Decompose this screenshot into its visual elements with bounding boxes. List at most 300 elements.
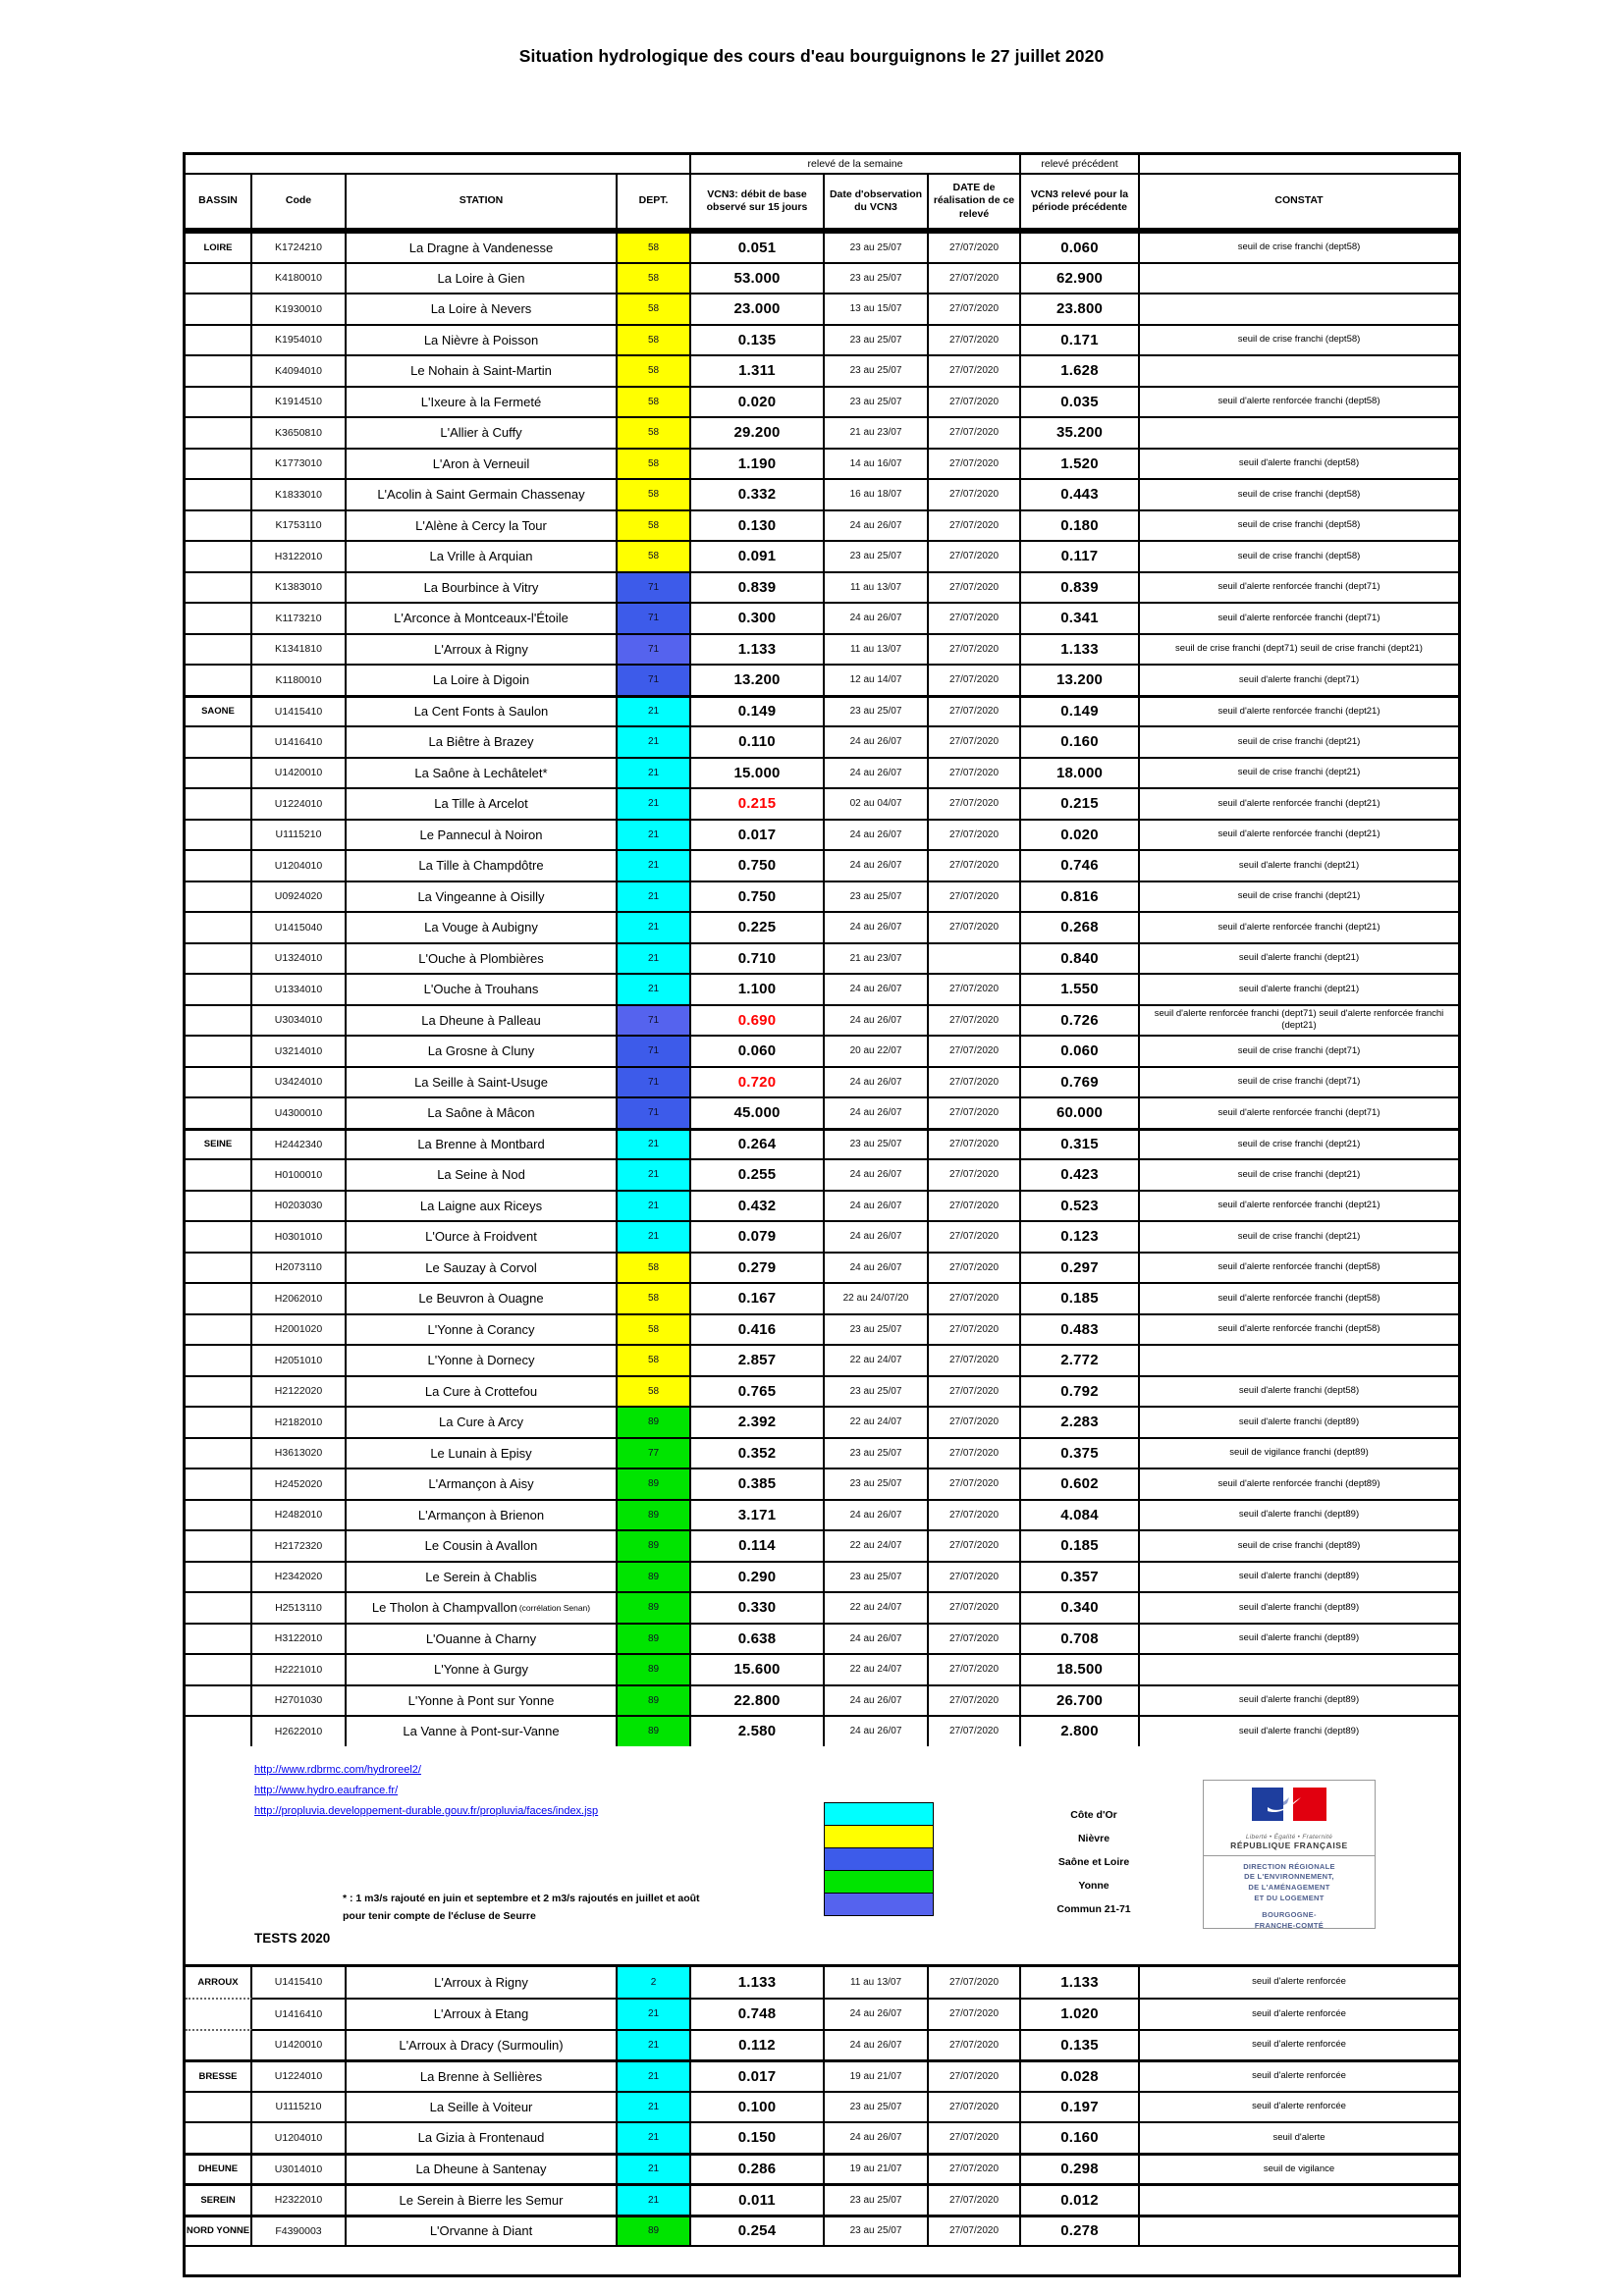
vcn3-cell: 3.171	[691, 1499, 825, 1530]
vcn3-prev-cell: 60.000	[1021, 1096, 1140, 1128]
date-obs-cell: 22 au 24/07	[825, 1591, 929, 1623]
code-cell: H3122010	[252, 540, 347, 571]
dept-cell: 89	[618, 1591, 691, 1623]
bassin-cell	[186, 293, 252, 324]
table-row	[186, 293, 1458, 324]
vcn3-cell: 0.385	[691, 1468, 825, 1499]
constat-cell	[1140, 262, 1458, 294]
vcn3-cell: 15.600	[691, 1653, 825, 1684]
propluvia-link[interactable]: http://propluvia.developpement-durable.gouv.fr/propluvia/faces/index.jsp	[254, 1804, 599, 1817]
date-obs-cell: 23 au 25/07	[825, 1375, 929, 1407]
table-row	[186, 509, 1458, 541]
constat-cell: seuil de crise franchi (dept58)	[1140, 540, 1458, 571]
vcn3-cell: 0.051	[691, 231, 825, 262]
code-cell: H2513110	[252, 1591, 347, 1623]
table-row	[186, 664, 1458, 695]
bassin-cell	[186, 1252, 252, 1283]
constat-cell: seuil de crise franchi (dept71)	[1140, 1035, 1458, 1066]
constat-cell: seuil d'alerte renforcée franchi (dept21)	[1140, 911, 1458, 942]
legend-swatch-yonne	[824, 1870, 934, 1894]
table-row	[186, 324, 1458, 355]
station-cell: L'Yonne à Dornecy	[347, 1344, 618, 1375]
logo-republique-francaise: RÉPUBLIQUE FRANÇAISE	[1230, 1840, 1348, 1850]
date-obs-cell: 24 au 26/07	[825, 1066, 929, 1097]
band-releve-precedent: relevé précédent	[1021, 155, 1140, 175]
dept-cell: 58	[618, 293, 691, 324]
date-rel-cell: 27/07/2020	[929, 602, 1021, 633]
station-cell: Le Pannecul à Noiron	[347, 819, 618, 850]
dept-cell: 89	[618, 1684, 691, 1716]
constat-cell: seuil d'alerte renforcée franchi (dept58)	[1140, 1252, 1458, 1283]
bassin-cell	[186, 2091, 252, 2122]
date-rel-cell: 27/07/2020	[929, 1468, 1021, 1499]
date-rel-cell: 27/07/2020	[929, 2059, 1021, 2091]
constat-cell: seuil de crise franchi (dept58)	[1140, 509, 1458, 541]
bassin-cell	[186, 1004, 252, 1036]
date-obs-cell: 11 au 13/07	[825, 1967, 929, 1999]
date-obs-cell: 23 au 25/07	[825, 695, 929, 726]
vcn3-cell: 0.290	[691, 1561, 825, 1592]
vcn3-prev-cell: 0.149	[1021, 695, 1140, 726]
constat-cell: seuil de crise franchi (dept21)	[1140, 881, 1458, 912]
station-cell: Le Beuvron à Ouagne	[347, 1282, 618, 1313]
logo-region-line1: BOURGOGNE-	[1262, 1910, 1317, 1919]
constat-cell: seuil de crise franchi (dept21)	[1140, 1158, 1458, 1190]
bassin-cell	[186, 1715, 252, 1746]
code-cell: K1753110	[252, 509, 347, 541]
table-row	[186, 1529, 1458, 1561]
vcn3-cell: 0.150	[691, 2121, 825, 2153]
table-row	[186, 1344, 1458, 1375]
constat-cell: seuil d'alerte franchi (dept58)	[1140, 1375, 1458, 1407]
dept-cell: 21	[618, 725, 691, 757]
vcn3-cell: 0.279	[691, 1252, 825, 1283]
dept-cell: 21	[618, 2153, 691, 2184]
table-row	[186, 1282, 1458, 1313]
dept-cell: 71	[618, 602, 691, 633]
table-row	[186, 1406, 1458, 1437]
constat-cell: seuil de vigilance	[1140, 2153, 1458, 2184]
date-rel-cell: 27/07/2020	[929, 478, 1021, 509]
bassin-cell: SAONE	[186, 695, 252, 726]
date-rel-cell: 27/07/2020	[929, 2183, 1021, 2215]
code-cell: U3034010	[252, 1004, 347, 1036]
station-cell: La Seine à Nod	[347, 1158, 618, 1190]
bassin-cell: SEINE	[186, 1128, 252, 1159]
bassin-cell	[186, 602, 252, 633]
table-row	[186, 881, 1458, 912]
date-rel-cell: 27/07/2020	[929, 1220, 1021, 1252]
dept-cell: 21	[618, 1998, 691, 2029]
bassin-cell	[186, 1066, 252, 1097]
code-cell: H2342020	[252, 1561, 347, 1592]
code-cell: H2701030	[252, 1684, 347, 1716]
station-cell: La Nièvre à Poisson	[347, 324, 618, 355]
vcn3-prev-cell: 2.800	[1021, 1715, 1140, 1746]
vcn3-prev-cell: 0.443	[1021, 478, 1140, 509]
code-cell: H2482010	[252, 1499, 347, 1530]
bassin-cell	[186, 1282, 252, 1313]
dept-cell: 58	[618, 1282, 691, 1313]
station-cell: La Biêtre à Brazey	[347, 725, 618, 757]
bassin-cell	[186, 386, 252, 417]
date-rel-cell: 27/07/2020	[929, 1004, 1021, 1036]
code-cell: U1115210	[252, 2091, 347, 2122]
legend-labels	[1015, 1803, 1172, 1921]
vcn3-cell: 1.190	[691, 448, 825, 479]
constat-cell: seuil d'alerte renforcée	[1140, 2059, 1458, 2091]
vcn3-prev-cell: 0.123	[1021, 1220, 1140, 1252]
links-block	[254, 1764, 598, 1826]
bassin-cell	[186, 262, 252, 294]
dept-cell: 89	[618, 2215, 691, 2246]
bassin-cell: SEREIN	[186, 2183, 252, 2215]
vcn3-cell: 0.750	[691, 881, 825, 912]
table-row	[186, 2153, 1458, 2184]
code-cell: U0924020	[252, 881, 347, 912]
vcn3-prev-cell: 0.215	[1021, 787, 1140, 819]
eaufrance-link[interactable]: http://www.hydro.eaufrance.fr/	[254, 1784, 399, 1796]
date-rel-cell: 27/07/2020	[929, 1375, 1021, 1407]
date-obs-cell: 24 au 26/07	[825, 725, 929, 757]
header-bassin: BASSIN	[186, 175, 252, 231]
constat-cell	[1140, 354, 1458, 386]
station-cell: La Brenne à Montbard	[347, 1128, 618, 1159]
bassin-cell	[186, 1035, 252, 1066]
table-row	[186, 416, 1458, 448]
date-obs-cell: 23 au 25/07	[825, 231, 929, 262]
dept-cell: 58	[618, 324, 691, 355]
station-cell: La Gizia à Frontenaud	[347, 2121, 618, 2153]
date-rel-cell: 27/07/2020	[929, 540, 1021, 571]
code-cell: U1115210	[252, 819, 347, 850]
dept-cell: 21	[618, 849, 691, 881]
vcn3-prev-cell: 0.012	[1021, 2183, 1140, 2215]
bassin-cell	[186, 757, 252, 788]
dept-cell: 58	[618, 1313, 691, 1345]
vcn3-cell: 13.200	[691, 664, 825, 695]
dept-cell: 89	[618, 1623, 691, 1654]
code-cell: K1180010	[252, 664, 347, 695]
table-row	[186, 478, 1458, 509]
vcn3-cell: 2.392	[691, 1406, 825, 1437]
vcn3-prev-cell: 0.185	[1021, 1282, 1140, 1313]
dept-cell: 58	[618, 540, 691, 571]
date-rel-cell: 27/07/2020	[929, 1406, 1021, 1437]
code-cell: U3214010	[252, 1035, 347, 1066]
date-rel-cell: 27/07/2020	[929, 1313, 1021, 1345]
dept-cell: 21	[618, 942, 691, 974]
legend-swatches	[824, 1803, 934, 1916]
station-cell: L'Aron à Verneuil	[347, 448, 618, 479]
vcn3-prev-cell: 0.297	[1021, 1252, 1140, 1283]
dept-cell: 21	[618, 695, 691, 726]
constat-cell	[1140, 1344, 1458, 1375]
bassin-cell	[186, 1468, 252, 1499]
vcn3-cell: 0.110	[691, 725, 825, 757]
constat-cell: seuil d'alerte renforcée franchi (dept21)	[1140, 787, 1458, 819]
vcn3-prev-cell: 1.550	[1021, 973, 1140, 1004]
date-obs-cell: 24 au 26/07	[825, 2121, 929, 2153]
header-date-obs: Date d'observation du VCN3	[825, 175, 929, 231]
code-cell: K1724210	[252, 231, 347, 262]
vcn3-prev-cell: 0.746	[1021, 849, 1140, 881]
date-rel-cell: 27/07/2020	[929, 633, 1021, 665]
constat-cell	[1140, 293, 1458, 324]
bassin-cell	[186, 664, 252, 695]
vcn3-cell: 0.254	[691, 2215, 825, 2246]
table-row	[186, 2183, 1458, 2215]
header-dept: DEPT.	[618, 175, 691, 231]
table-row	[186, 1967, 1458, 1999]
dept-cell: 89	[618, 1406, 691, 1437]
date-rel-cell: 27/07/2020	[929, 2215, 1021, 2246]
constat-cell: seuil d'alerte renforcée franchi (dept71)	[1140, 602, 1458, 633]
bassin-cell	[186, 1344, 252, 1375]
vcn3-cell: 0.416	[691, 1313, 825, 1345]
station-cell: Le Tholon à Champvallon (corrélation Senan)	[347, 1591, 618, 1623]
vcn3-prev-cell: 1.133	[1021, 633, 1140, 665]
station-cell: La Dheune à Santenay	[347, 2153, 618, 2184]
dept-cell: 21	[618, 1158, 691, 1190]
bassin-cell	[186, 2029, 252, 2060]
dept-cell: 89	[618, 1499, 691, 1530]
dept-cell: 58	[618, 386, 691, 417]
station-cell: Le Serein à Chablis	[347, 1561, 618, 1592]
date-obs-cell: 23 au 25/07	[825, 881, 929, 912]
station-cell: Le Cousin à Avallon	[347, 1529, 618, 1561]
bassin-cell	[186, 1190, 252, 1221]
constat-cell	[1140, 1653, 1458, 1684]
date-obs-cell: 23 au 25/07	[825, 2091, 929, 2122]
bassin-cell	[186, 819, 252, 850]
date-rel-cell	[929, 942, 1021, 974]
code-cell: H2062010	[252, 1282, 347, 1313]
code-cell: K1341810	[252, 633, 347, 665]
legend-label-nievre: Nièvre	[1077, 1832, 1110, 1844]
table-row	[186, 1158, 1458, 1190]
vcn3-cell: 0.130	[691, 509, 825, 541]
dept-cell: 58	[618, 231, 691, 262]
vcn3-prev-cell: 1.133	[1021, 1967, 1140, 1999]
constat-cell: seuil d'alerte franchi (dept89)	[1140, 1684, 1458, 1716]
vcn3-prev-cell: 35.200	[1021, 416, 1140, 448]
bassin-cell	[186, 354, 252, 386]
date-rel-cell: 27/07/2020	[929, 911, 1021, 942]
bassin-cell	[186, 540, 252, 571]
date-obs-cell: 11 au 13/07	[825, 633, 929, 665]
table-row	[186, 2029, 1458, 2060]
vcn3-cell: 0.720	[691, 1066, 825, 1097]
code-cell: H0100010	[252, 1158, 347, 1190]
vcn3-cell: 0.690	[691, 1004, 825, 1036]
bassin-cell	[186, 1653, 252, 1684]
table-row	[186, 571, 1458, 603]
station-cell: La Loire à Gien	[347, 262, 618, 294]
date-rel-cell: 27/07/2020	[929, 1096, 1021, 1128]
station-cell: La Tille à Champdôtre	[347, 849, 618, 881]
station-cell: L'Orvanne à Diant	[347, 2215, 618, 2246]
vcn3-cell: 0.286	[691, 2153, 825, 2184]
vcn3-prev-cell: 0.180	[1021, 509, 1140, 541]
code-cell: U1324010	[252, 942, 347, 974]
vcn3-cell: 0.149	[691, 695, 825, 726]
date-rel-cell: 27/07/2020	[929, 571, 1021, 603]
date-obs-cell: 23 au 25/07	[825, 1128, 929, 1159]
table-row	[186, 1468, 1458, 1499]
date-rel-cell: 27/07/2020	[929, 664, 1021, 695]
station-cell: La Vouge à Aubigny	[347, 911, 618, 942]
date-obs-cell: 24 au 26/07	[825, 1190, 929, 1221]
vcn3-cell: 1.133	[691, 1967, 825, 1999]
vcn3-prev-cell: 0.375	[1021, 1437, 1140, 1468]
station-cell: Le Serein à Bierre les Semur	[347, 2183, 618, 2215]
logo-dir-line3: DE L'AMÉNAGEMENT	[1248, 1883, 1330, 1893]
table-row	[186, 1313, 1458, 1345]
date-rel-cell: 27/07/2020	[929, 231, 1021, 262]
constat-cell: seuil d'alerte renforcée franchi (dept71) seuil d'alerte renforcée franchi (dept21)	[1140, 1004, 1458, 1036]
code-cell: U1224010	[252, 2059, 347, 2091]
code-cell: K1173210	[252, 602, 347, 633]
date-obs-cell: 22 au 24/07	[825, 1529, 929, 1561]
constat-cell: seuil d'alerte franchi (dept89)	[1140, 1499, 1458, 1530]
dept-cell: 58	[618, 509, 691, 541]
logo-dir-line4: ET DU LOGEMENT	[1254, 1894, 1325, 1903]
legend-swatch-commun-21-71	[824, 1893, 934, 1916]
station-cell: L'Arroux à Etang	[347, 1998, 618, 2029]
code-cell: U1204010	[252, 2121, 347, 2153]
empty-row	[186, 2245, 1458, 2274]
bassin-cell	[186, 1998, 252, 2029]
constat-cell: seuil d'alerte renforcée franchi (dept58)	[1140, 1313, 1458, 1345]
date-obs-cell: 13 au 15/07	[825, 293, 929, 324]
station-cell: La Saône à Lechâtelet*	[347, 757, 618, 788]
vcn3-prev-cell: 0.060	[1021, 1035, 1140, 1066]
station-cell: La Grosne à Cluny	[347, 1035, 618, 1066]
bassin-cell	[186, 324, 252, 355]
bassin-cell: NORD YONNE	[186, 2215, 252, 2246]
dept-cell: 58	[618, 354, 691, 386]
code-cell: H2122020	[252, 1375, 347, 1407]
station-cell: L'Ixeure à la Fermeté	[347, 386, 618, 417]
dept-cell: 58	[618, 1375, 691, 1407]
constat-cell: seuil de crise franchi (dept21)	[1140, 1128, 1458, 1159]
dept-cell: 21	[618, 911, 691, 942]
vcn3-cell: 1.100	[691, 973, 825, 1004]
bassin-cell	[186, 787, 252, 819]
bassin-cell	[186, 1591, 252, 1623]
vcn3-prev-cell: 0.268	[1021, 911, 1140, 942]
date-obs-cell: 24 au 26/07	[825, 1004, 929, 1036]
code-cell: H2221010	[252, 1653, 347, 1684]
dept-cell: 21	[618, 2059, 691, 2091]
date-obs-cell: 24 au 26/07	[825, 1998, 929, 2029]
station-cell: L'Armançon à Aisy	[347, 1468, 618, 1499]
constat-cell: seuil de crise franchi (dept58)	[1140, 478, 1458, 509]
bassin-cell	[186, 448, 252, 479]
constat-cell: seuil d'alerte franchi (dept21)	[1140, 849, 1458, 881]
station-cell: L'Ouanne à Charny	[347, 1623, 618, 1654]
french-flag-icon	[1244, 1788, 1334, 1827]
date-rel-cell: 27/07/2020	[929, 1437, 1021, 1468]
date-obs-cell: 23 au 25/07	[825, 262, 929, 294]
band-spacer-right	[1140, 155, 1458, 175]
date-obs-cell: 24 au 26/07	[825, 1220, 929, 1252]
dept-cell: 58	[618, 1252, 691, 1283]
station-cell: La Bourbince à Vitry	[347, 571, 618, 603]
table-row	[186, 1623, 1458, 1654]
date-rel-cell: 27/07/2020	[929, 787, 1021, 819]
vcn3-prev-cell: 0.726	[1021, 1004, 1140, 1036]
dept-cell: 21	[618, 2029, 691, 2060]
constat-cell: seuil d'alerte renforcée franchi (dept21)	[1140, 819, 1458, 850]
vcn3-cell: 29.200	[691, 416, 825, 448]
dept-cell: 89	[618, 1468, 691, 1499]
code-cell: K1773010	[252, 448, 347, 479]
dept-cell: 21	[618, 1128, 691, 1159]
date-obs-cell: 23 au 25/07	[825, 324, 929, 355]
vcn3-prev-cell: 0.117	[1021, 540, 1140, 571]
code-cell: H2172320	[252, 1529, 347, 1561]
constat-cell: seuil d'alerte renforcée	[1252, 1976, 1346, 1988]
vcn3-prev-cell: 0.357	[1021, 1561, 1140, 1592]
code-cell: H2051010	[252, 1344, 347, 1375]
constat-cell: seuil d'alerte renforcée franchi (dept21)	[1140, 695, 1458, 726]
table-band-row	[186, 155, 1458, 175]
code-cell: U1415040	[252, 911, 347, 942]
vcn3-cell: 0.091	[691, 540, 825, 571]
dept-cell: 21	[618, 2091, 691, 2122]
date-rel-cell: 27/07/2020	[929, 416, 1021, 448]
station-cell: Le Lunain à Episy	[347, 1437, 618, 1468]
constat-cell: seuil de crise franchi (dept21)	[1140, 725, 1458, 757]
date-obs-cell: 23 au 25/07	[825, 2215, 929, 2246]
legend-label-cote-dor: Côte d'Or	[1070, 1808, 1117, 1821]
date-obs-cell: 23 au 25/07	[825, 540, 929, 571]
vcn3-prev-cell: 0.341	[1021, 602, 1140, 633]
date-rel-cell: 27/07/2020	[929, 695, 1021, 726]
table-row	[186, 1252, 1458, 1283]
date-rel-cell: 27/07/2020	[929, 819, 1021, 850]
legend-label-commun-21-71: Commun 21-71	[1056, 1902, 1131, 1915]
station-cell: La Seille à Voiteur	[347, 2091, 618, 2122]
date-rel-cell: 27/07/2020	[929, 2121, 1021, 2153]
station-cell: L'Acolin à Saint Germain Chassenay	[347, 478, 618, 509]
date-obs-cell: 24 au 26/07	[825, 1252, 929, 1283]
vcn3-prev-cell: 0.792	[1021, 1375, 1140, 1407]
footnote-line1: * : 1 m3/s rajouté en juin et septembre et 2 m3/s rajoutés en juillet et août	[343, 1892, 700, 1904]
dept-cell: 2	[618, 1967, 691, 1999]
bassin-cell	[186, 1529, 252, 1561]
table-row	[186, 1653, 1458, 1684]
footnote	[343, 1890, 700, 1926]
date-obs-cell: 02 au 04/07	[825, 787, 929, 819]
station-cell: La Cent Fonts à Saulon	[347, 695, 618, 726]
vcn3-cell: 0.765	[691, 1375, 825, 1407]
vcn3-prev-cell: 1.520	[1021, 448, 1140, 479]
table-row	[186, 757, 1458, 788]
table-row	[186, 942, 1458, 974]
date-rel-cell: 27/07/2020	[929, 1190, 1021, 1221]
station-cell: L'Yonne à Corancy	[347, 1313, 618, 1345]
hydroreel-link[interactable]: http://www.rdbrmc.com/hydroreel2/	[254, 1763, 421, 1776]
vcn3-prev-cell: 18.000	[1021, 757, 1140, 788]
table-row	[186, 1375, 1458, 1407]
code-cell: U1204010	[252, 849, 347, 881]
date-obs-cell: 21 au 23/07	[825, 942, 929, 974]
vcn3-prev-cell: 1.628	[1021, 354, 1140, 386]
date-obs-cell: 23 au 25/07	[825, 1313, 929, 1345]
